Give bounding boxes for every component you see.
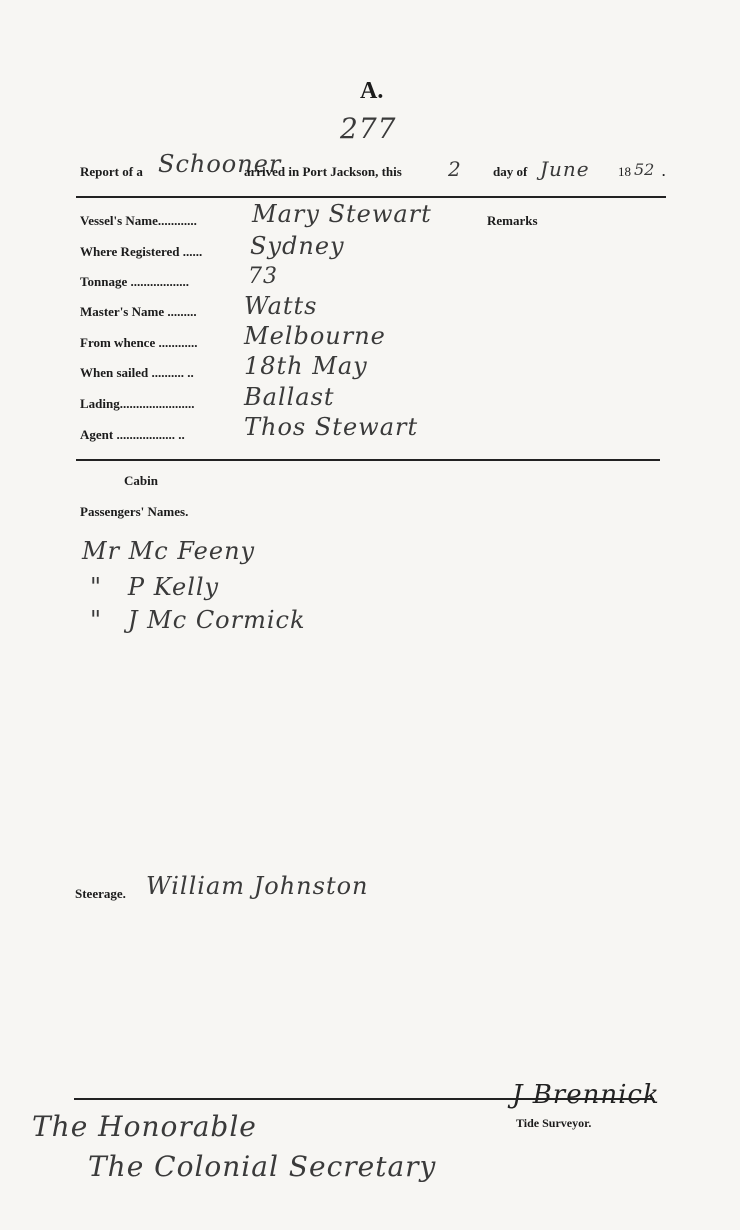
passenger-entry: " J Mc Cormick bbox=[90, 606, 306, 634]
field-label-from-whence: From whence ............ bbox=[80, 335, 198, 350]
field-label-tonnage: Tonnage .................. bbox=[80, 274, 189, 289]
steerage-value: William Johnston bbox=[146, 872, 369, 900]
field-label-lading: Lading....................... bbox=[80, 396, 195, 411]
remarks-label: Remarks bbox=[487, 213, 538, 228]
arrival-month: June bbox=[540, 157, 590, 181]
field-label-agent: Agent .................. .. bbox=[80, 427, 185, 442]
fields-rule bbox=[76, 459, 660, 461]
field-value-master-name: Watts bbox=[244, 292, 318, 320]
field-value-tonnage: 73 bbox=[248, 264, 278, 289]
report-number: 277 bbox=[340, 112, 397, 145]
cabin-label: Cabin bbox=[124, 473, 158, 488]
field-value-from-whence: Melbourne bbox=[244, 322, 386, 350]
field-label-where-registered: Where Registered ...... bbox=[80, 244, 203, 259]
passenger-entry: Mr Mc Feeny bbox=[82, 537, 256, 565]
passenger-entry: " P Kelly bbox=[90, 573, 220, 601]
field-label-when-sailed: When sailed .......... .. bbox=[80, 365, 194, 380]
tide-surveyor-signature: J Brennick bbox=[512, 1080, 660, 1110]
passengers-label: Passengers' Names. bbox=[80, 504, 189, 519]
addressee-line-2: The Colonial Secretary bbox=[88, 1150, 437, 1183]
arrived-text: arrived in Port Jackson, this bbox=[244, 164, 402, 179]
field-value-where-registered: Sydney bbox=[250, 232, 345, 260]
year-period: . bbox=[662, 164, 666, 179]
vessel-type: Schooner bbox=[158, 150, 282, 178]
signature-title: Tide Surveyor. bbox=[516, 1116, 592, 1130]
field-label-master-name: Master's Name ......... bbox=[80, 304, 197, 319]
field-value-agent: Thos Stewart bbox=[244, 413, 419, 441]
field-value-lading: Ballast bbox=[244, 383, 335, 411]
day-label: day of bbox=[493, 164, 528, 179]
steerage-label: Steerage. bbox=[75, 886, 126, 901]
year-suffix: 52 bbox=[634, 160, 655, 179]
field-value-vessel-name: Mary Stewart bbox=[252, 200, 432, 228]
report-prefix: Report of a bbox=[80, 164, 143, 179]
addressee-line-1: The Honorable bbox=[32, 1110, 257, 1143]
field-label-vessel-name: Vessel's Name............ bbox=[80, 213, 197, 228]
field-value-when-sailed: 18th May bbox=[244, 352, 368, 380]
header-rule bbox=[76, 196, 666, 198]
year-prefix: 18 bbox=[618, 164, 631, 179]
arrival-day: 2 bbox=[448, 157, 462, 181]
form-letter: A. bbox=[360, 78, 384, 104]
